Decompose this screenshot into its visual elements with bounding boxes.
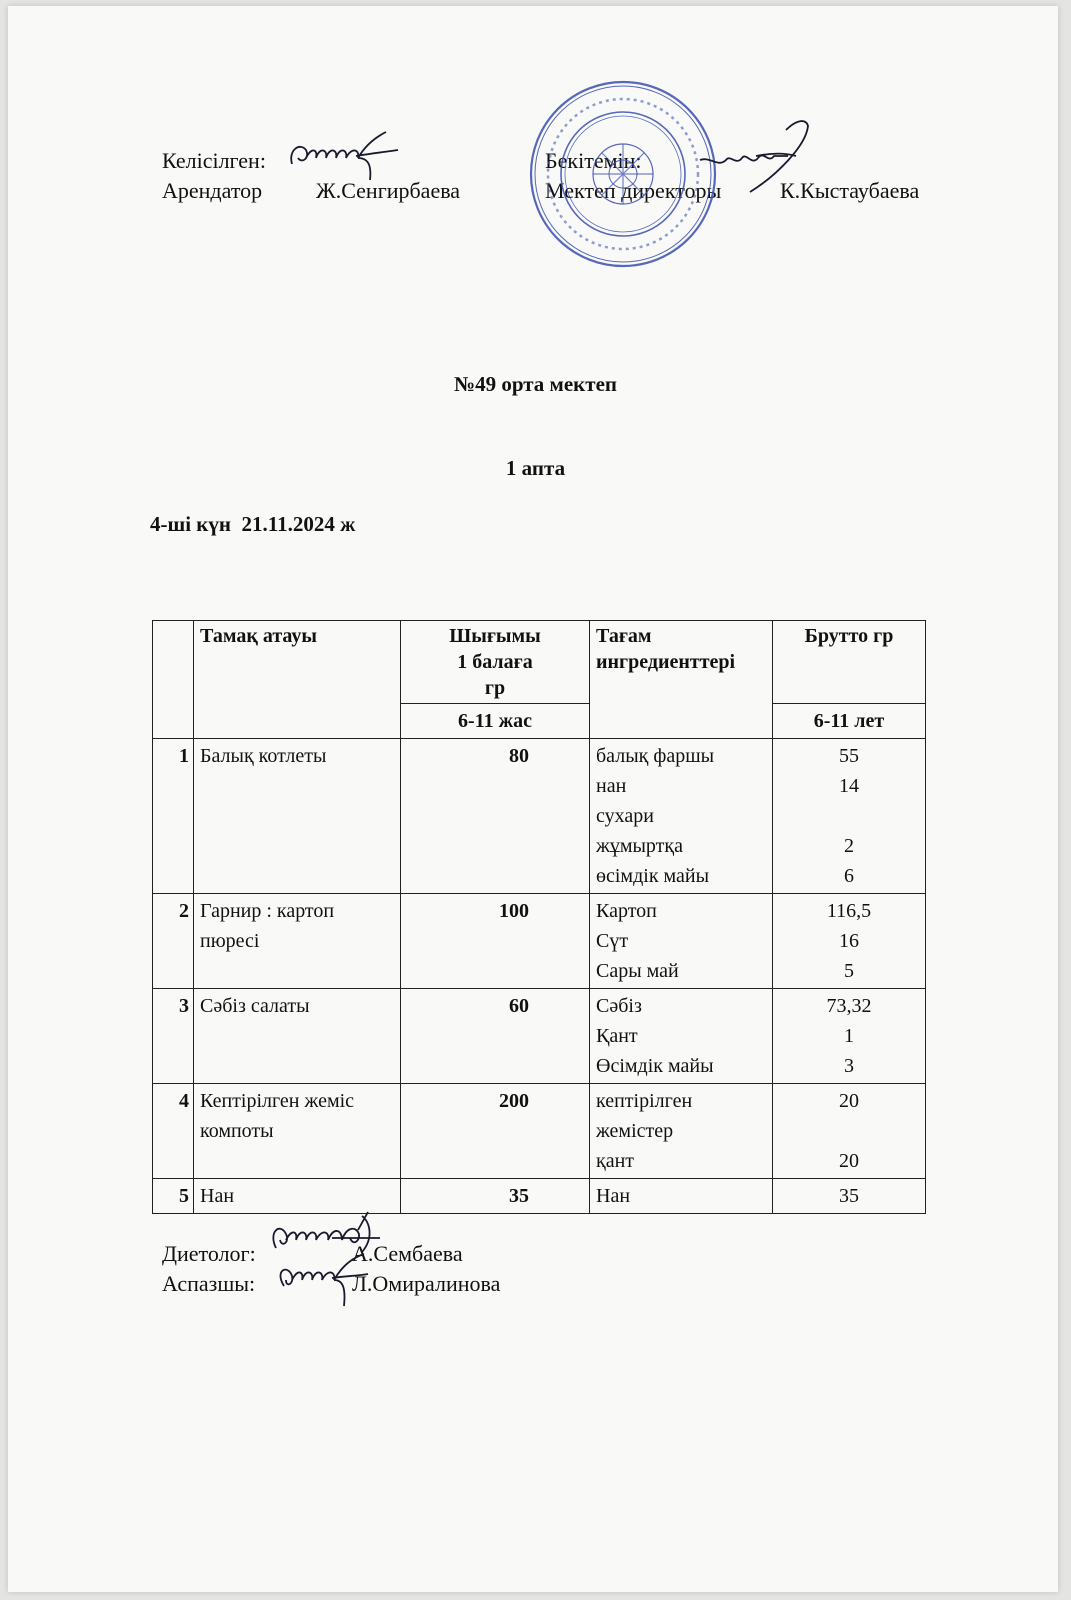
dish-name: Сәбіз салаты — [194, 989, 401, 1084]
ingredient: жұмыртқа — [596, 835, 683, 857]
row-number: 3 — [153, 989, 194, 1084]
dish-name: Гарнир : картоп пюресі — [194, 894, 401, 989]
ingredient: кептірілген — [596, 1090, 693, 1112]
ingredient: Өсімдік майы — [596, 1055, 714, 1077]
ingredient: қант — [596, 1150, 635, 1172]
dish-ingredients — [590, 1179, 773, 1214]
dish-yield: 35 — [401, 1179, 590, 1214]
dish-gross — [773, 1084, 926, 1179]
approve-name: К.Кыстаубаева — [780, 178, 920, 203]
dish-yield: 100 — [401, 894, 590, 989]
official-stamp-icon — [527, 78, 722, 270]
table-row — [153, 1084, 926, 1179]
header-yield-line2: 1 балаға — [457, 651, 533, 673]
week-title: 1 апта — [505, 456, 566, 480]
dish-gross — [773, 894, 926, 989]
ingredient: жемістер — [596, 1120, 674, 1142]
header-dish-name-text: Тамақ атауы — [200, 625, 318, 647]
agreed-role: Арендатор — [162, 178, 263, 203]
gross-value: 5 — [844, 960, 854, 982]
ingredient: Сары май — [596, 960, 679, 982]
header-ingredients-line2: ингредиенттері — [596, 651, 736, 673]
table-row — [153, 894, 926, 989]
ingredient: сухари — [596, 805, 654, 827]
agreed-signature — [286, 128, 406, 188]
dish-ingredients — [590, 989, 773, 1084]
gross-value: 55 — [839, 745, 859, 767]
row-number: 4 — [153, 1084, 194, 1179]
header-gross-text: Брутто гр — [804, 625, 894, 647]
table-header-row — [153, 621, 926, 704]
header-yield-line3: гр — [484, 677, 506, 699]
header-gross — [773, 621, 926, 704]
gross-value — [779, 801, 919, 831]
school-title: №49 орта мектеп — [453, 372, 618, 396]
dish-ingredients — [590, 739, 773, 894]
day-date: 4-ші күн 21.11.2024 ж — [150, 512, 356, 536]
header-ingredients — [590, 621, 773, 739]
dish-ingredients — [590, 894, 773, 989]
dietitian-label: Диетолог: — [162, 1241, 256, 1266]
ingredient: Нан — [596, 1185, 631, 1207]
ingredient: нан — [596, 775, 627, 797]
dish-yield: 60 — [401, 989, 590, 1084]
row-number: 5 — [153, 1179, 194, 1214]
dish-gross — [773, 989, 926, 1084]
ingredient: Сүт — [596, 930, 629, 952]
gross-value: 3 — [844, 1055, 854, 1077]
table-row — [153, 739, 926, 894]
ingredient: Сәбіз — [596, 995, 642, 1017]
row-number: 1 — [153, 739, 194, 894]
header-num-cell — [153, 621, 194, 739]
dish-ingredients — [590, 1084, 773, 1179]
cook-label: Аспазшы: — [162, 1271, 256, 1296]
ingredient: балық фаршы — [596, 745, 715, 767]
dish-name: Кептірілген жеміс компоты — [194, 1084, 401, 1179]
dish-name: Балық котлеты — [194, 739, 401, 894]
gross-value: 20 — [839, 1090, 859, 1112]
header-age-yield: 6-11 жас — [401, 704, 590, 739]
cook-signature — [268, 1250, 378, 1310]
gross-value: 6 — [844, 865, 854, 887]
ingredient: Қант — [596, 1025, 638, 1047]
header-yield-line1: Шығымы — [449, 625, 541, 647]
dish-gross — [773, 739, 926, 894]
gross-value: 14 — [839, 775, 859, 797]
ingredient: Картоп — [596, 900, 657, 922]
agreed-label: Келісілген: — [162, 148, 266, 173]
dish-gross — [773, 1179, 926, 1214]
approve-signature — [696, 116, 826, 196]
gross-value: 20 — [839, 1150, 859, 1172]
header-dish-name — [194, 621, 401, 739]
table-row — [153, 989, 926, 1084]
gross-value: 73,32 — [826, 995, 872, 1017]
header-yield — [401, 621, 590, 704]
gross-value: 16 — [839, 930, 859, 952]
ingredient: өсімдік майы — [596, 865, 710, 887]
cook-name: Л.Омиралинова — [352, 1271, 501, 1296]
menu-table — [152, 620, 926, 1214]
gross-value — [779, 1116, 919, 1146]
gross-value: 116,5 — [826, 900, 872, 922]
dietitian-name: А.Сембаева — [352, 1241, 463, 1266]
dish-name: Нан — [194, 1179, 401, 1214]
approve-role: Мектеп директоры — [545, 178, 722, 203]
row-number: 2 — [153, 894, 194, 989]
header-age-gross: 6-11 лет — [773, 704, 926, 739]
agreed-name: Ж.Сенгирбаева — [316, 178, 461, 203]
header-ingredients-line1: Тағам — [596, 625, 652, 647]
gross-value: 2 — [844, 835, 854, 857]
gross-value: 1 — [844, 1025, 854, 1047]
dish-yield: 200 — [401, 1084, 590, 1179]
approve-label: Бекітемін: — [545, 148, 642, 173]
gross-value: 35 — [839, 1185, 859, 1207]
dish-yield: 80 — [401, 739, 590, 894]
